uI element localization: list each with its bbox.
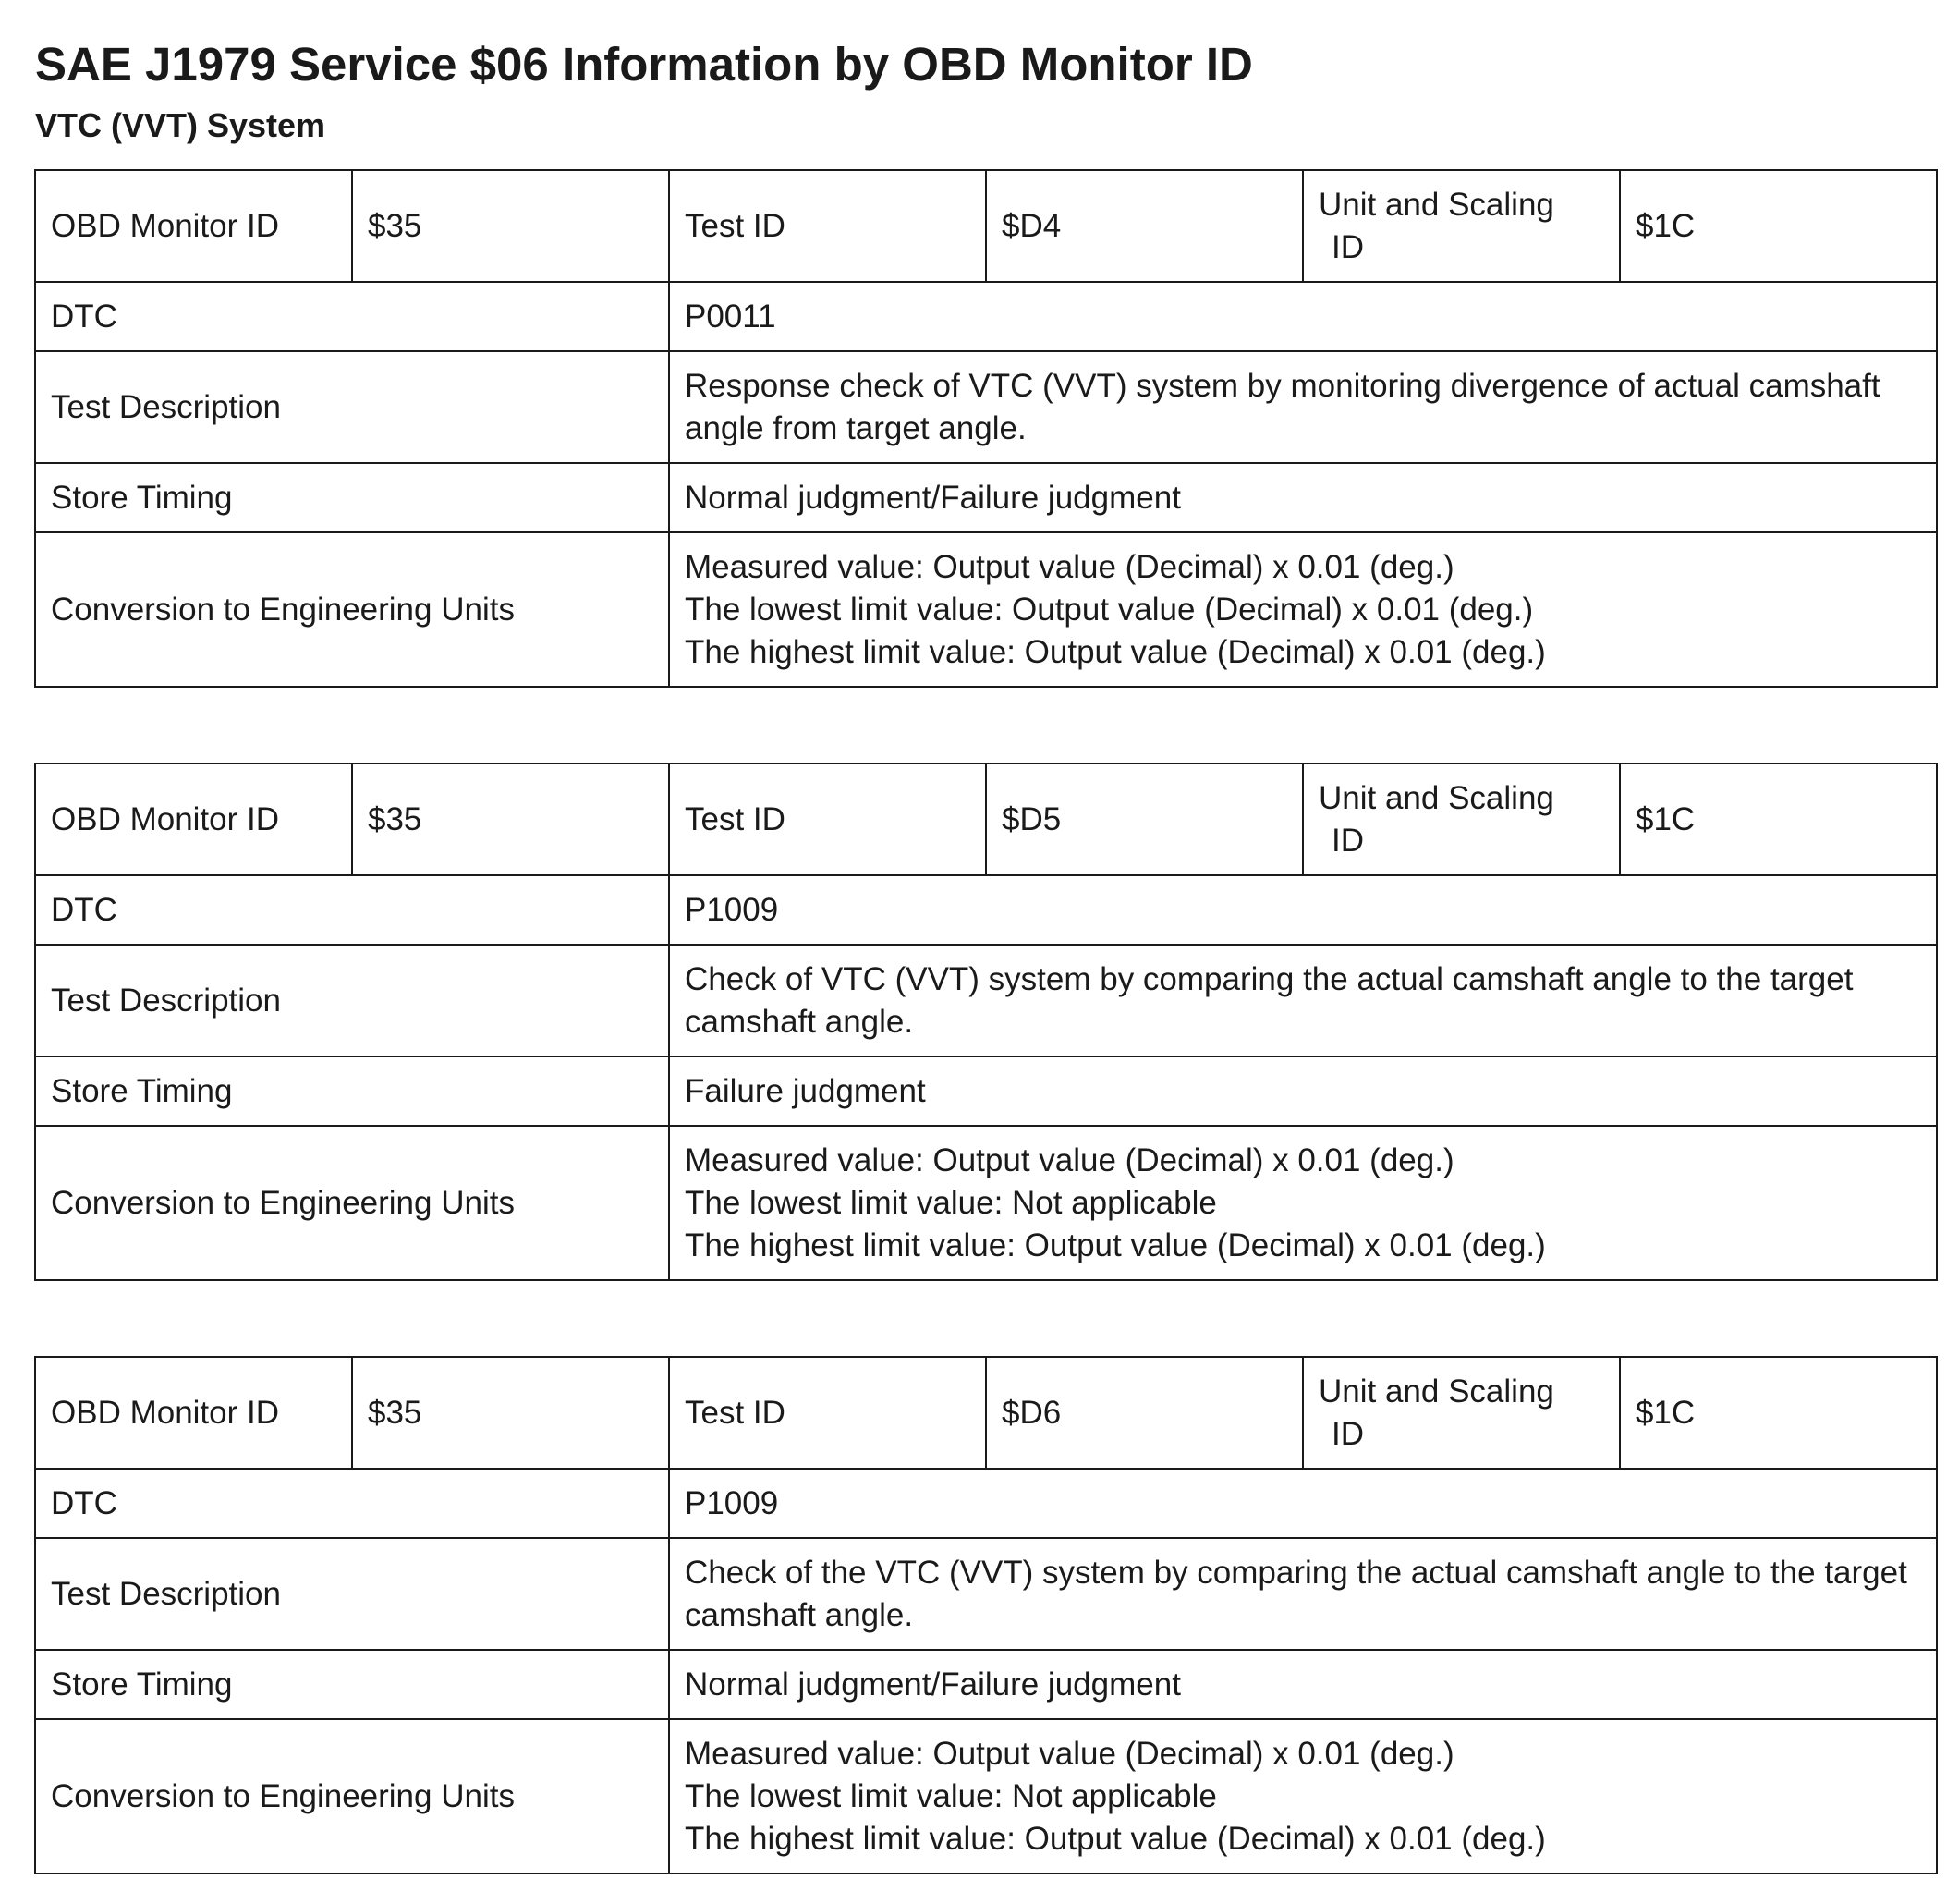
- conversion-line-lowest: The lowest limit value: Output value (Decimal) x 0.01 (deg.): [685, 591, 1534, 628]
- test-id-label: Test ID: [669, 763, 986, 875]
- conversion-value: [669, 1719, 1937, 1873]
- test-id-label: Test ID: [669, 170, 986, 282]
- unit-scaling-id-value: $1C: [1620, 763, 1937, 875]
- table-row-description: [35, 945, 1937, 1056]
- test-id-value: $D6: [986, 1357, 1303, 1469]
- page-title: SAE J1979 Service $06 Information by OBD Monitor ID: [35, 38, 1253, 91]
- test-description-label: Test Description: [35, 1538, 669, 1650]
- store-timing-label: Store Timing: [35, 1650, 669, 1719]
- conversion-line-highest: The highest limit value: Output value (Decimal) x 0.01 (deg.): [685, 1820, 1546, 1857]
- conversion-line-lowest: The lowest limit value: Not applicable: [685, 1184, 1217, 1221]
- dtc-value: P0011: [669, 282, 1937, 351]
- obd-monitor-id-label: OBD Monitor ID: [35, 1357, 352, 1469]
- conversion-line-measured: Measured value: Output value (Decimal) x 0.01 (deg.): [685, 1141, 1454, 1178]
- unit-scaling-id-label: [1303, 1357, 1620, 1469]
- dtc-label: DTC: [35, 1469, 669, 1538]
- table-row-conversion: [35, 1719, 1937, 1873]
- test-description-label: Test Description: [35, 945, 669, 1056]
- unit-scaling-label-line2: ID: [1332, 822, 1364, 859]
- store-timing-label: Store Timing: [35, 463, 669, 532]
- unit-scaling-id-label: [1303, 763, 1620, 875]
- conversion-label: Conversion to Engineering Units: [35, 1719, 669, 1873]
- table-row-description: [35, 1538, 1937, 1650]
- obd-monitor-id-label: OBD Monitor ID: [35, 170, 352, 282]
- conversion-value: [669, 532, 1937, 687]
- table-row-conversion: [35, 532, 1937, 687]
- table-row-store-timing: [35, 1056, 1937, 1126]
- dtc-value: P1009: [669, 1469, 1937, 1538]
- unit-scaling-id-value: $1C: [1620, 1357, 1937, 1469]
- conversion-value: [669, 1126, 1937, 1280]
- unit-scaling-id-value: $1C: [1620, 170, 1937, 282]
- test-description-value: Check of the VTC (VVT) system by comparing the actual camshaft angle to the target camshaft angle.: [669, 1538, 1937, 1650]
- table-row-header: [35, 1357, 1937, 1469]
- test-id-label: Test ID: [669, 1357, 986, 1469]
- conversion-label: Conversion to Engineering Units: [35, 1126, 669, 1280]
- obd-monitor-id-value: $35: [352, 170, 669, 282]
- store-timing-value: Failure judgment: [669, 1056, 1937, 1126]
- store-timing-value: Normal judgment/Failure judgment: [669, 463, 1937, 532]
- conversion-line-highest: The highest limit value: Output value (Decimal) x 0.01 (deg.): [685, 633, 1546, 670]
- table-row-store-timing: [35, 1650, 1937, 1719]
- conversion-line-measured: Measured value: Output value (Decimal) x 0.01 (deg.): [685, 548, 1454, 585]
- conversion-label: Conversion to Engineering Units: [35, 532, 669, 687]
- conversion-line-lowest: The lowest limit value: Not applicable: [685, 1777, 1217, 1814]
- table-row-description: [35, 351, 1937, 463]
- test-description-value: Response check of VTC (VVT) system by monitoring divergence of actual camshaft angle from target angle.: [669, 351, 1937, 463]
- conversion-line-highest: The highest limit value: Output value (Decimal) x 0.01 (deg.): [685, 1227, 1546, 1263]
- monitor-table-2: [34, 763, 1938, 1281]
- store-timing-value: Normal judgment/Failure judgment: [669, 1650, 1937, 1719]
- table-row-conversion: [35, 1126, 1937, 1280]
- unit-scaling-label-line2: ID: [1332, 228, 1364, 265]
- store-timing-label: Store Timing: [35, 1056, 669, 1126]
- table-row-header: [35, 763, 1937, 875]
- table-row-store-timing: [35, 463, 1937, 532]
- conversion-line-measured: Measured value: Output value (Decimal) x 0.01 (deg.): [685, 1735, 1454, 1772]
- test-description-label: Test Description: [35, 351, 669, 463]
- test-description-value: Check of VTC (VVT) system by comparing the actual camshaft angle to the target camshaft angle.: [669, 945, 1937, 1056]
- obd-monitor-id-value: $35: [352, 763, 669, 875]
- monitor-table-3: [34, 1356, 1938, 1874]
- unit-scaling-label-line1: Unit and Scaling: [1319, 186, 1554, 223]
- unit-scaling-label-line1: Unit and Scaling: [1319, 1373, 1554, 1410]
- unit-scaling-id-label: [1303, 170, 1620, 282]
- table-row-dtc: [35, 1469, 1937, 1538]
- unit-scaling-label-line2: ID: [1332, 1415, 1364, 1452]
- unit-scaling-label-line1: Unit and Scaling: [1319, 779, 1554, 816]
- test-id-value: $D4: [986, 170, 1303, 282]
- page-subtitle: VTC (VVT) System: [35, 106, 326, 144]
- dtc-value: P1009: [669, 875, 1937, 945]
- dtc-label: DTC: [35, 282, 669, 351]
- obd-monitor-id-label: OBD Monitor ID: [35, 763, 352, 875]
- table-row-header: [35, 170, 1937, 282]
- obd-monitor-id-value: $35: [352, 1357, 669, 1469]
- table-row-dtc: [35, 282, 1937, 351]
- test-id-value: $D5: [986, 763, 1303, 875]
- dtc-label: DTC: [35, 875, 669, 945]
- monitor-table-1: [34, 169, 1938, 688]
- table-row-dtc: [35, 875, 1937, 945]
